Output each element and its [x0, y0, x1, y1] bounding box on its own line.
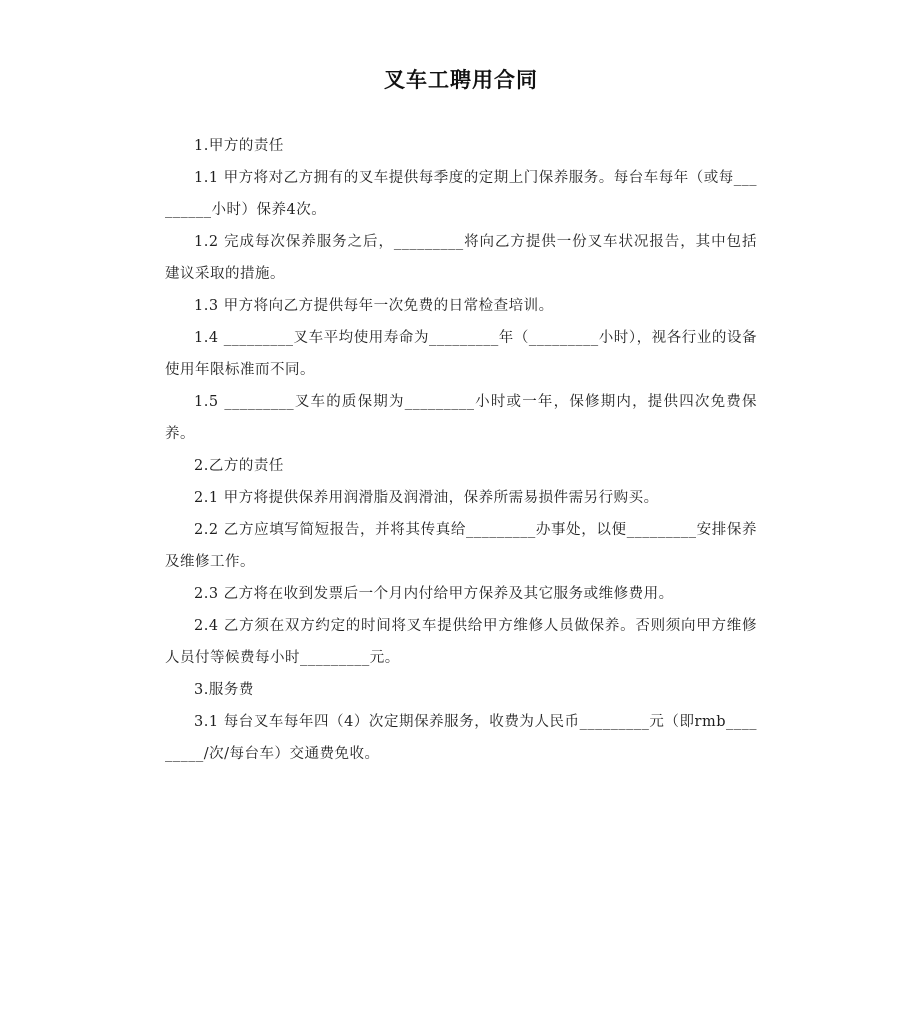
heading-party-a-responsibilities: 1.甲方的责任: [194, 138, 284, 154]
heading-party-b-responsibilities: 2.乙方的责任: [194, 458, 284, 474]
document-page: [165, 62, 757, 770]
clause-1-5: 1.5 _________叉车的质保期为_________小时或一年，保修期内，提供四次免费保养。: [165, 394, 757, 442]
clause-1-4: 1.4 _________叉车平均使用寿命为_________年（_________小时），视各行业的设备使用年限标准而不同。: [165, 330, 757, 378]
clause-1-1: 1.1 甲方将对乙方拥有的叉车提供每季度的定期上门保养服务。每台车每年（或每_________小时）保养4次。: [165, 170, 757, 218]
document-title: 叉车工聘用合同: [384, 68, 538, 92]
heading-service-fee: 3.服务费: [194, 682, 254, 698]
clause-2-2: 2.2 乙方应填写简短报告，并将其传真给_________办事处，以便_________安排保养及维修工作。: [165, 522, 757, 570]
clause-2-4: 2.4 乙方须在双方约定的时间将叉车提供给甲方维修人员做保养。否则须向甲方维修人员付等候费每小时_________元。: [165, 618, 757, 666]
clause-2-3: 2.3 乙方将在收到发票后一个月内付给甲方保养及其它服务或维修费用。: [194, 586, 674, 602]
document-body: [165, 130, 757, 770]
clause-1-3: 1.3 甲方将向乙方提供每年一次免费的日常检查培训。: [194, 298, 554, 314]
clause-1-2: 1.2 完成每次保养服务之后，_________将向乙方提供一份叉车状况报告，其中包括建议采取的措施。: [165, 234, 757, 282]
clause-2-1: 2.1 甲方将提供保养用润滑脂及润滑油，保养所需易损件需另行购买。: [194, 490, 659, 506]
clause-3-1: 3.1 每台叉车每年四（4）次定期保养服务，收费为人民币_________元（即rmb_________/次/每台车）交通费免收。: [165, 714, 757, 762]
